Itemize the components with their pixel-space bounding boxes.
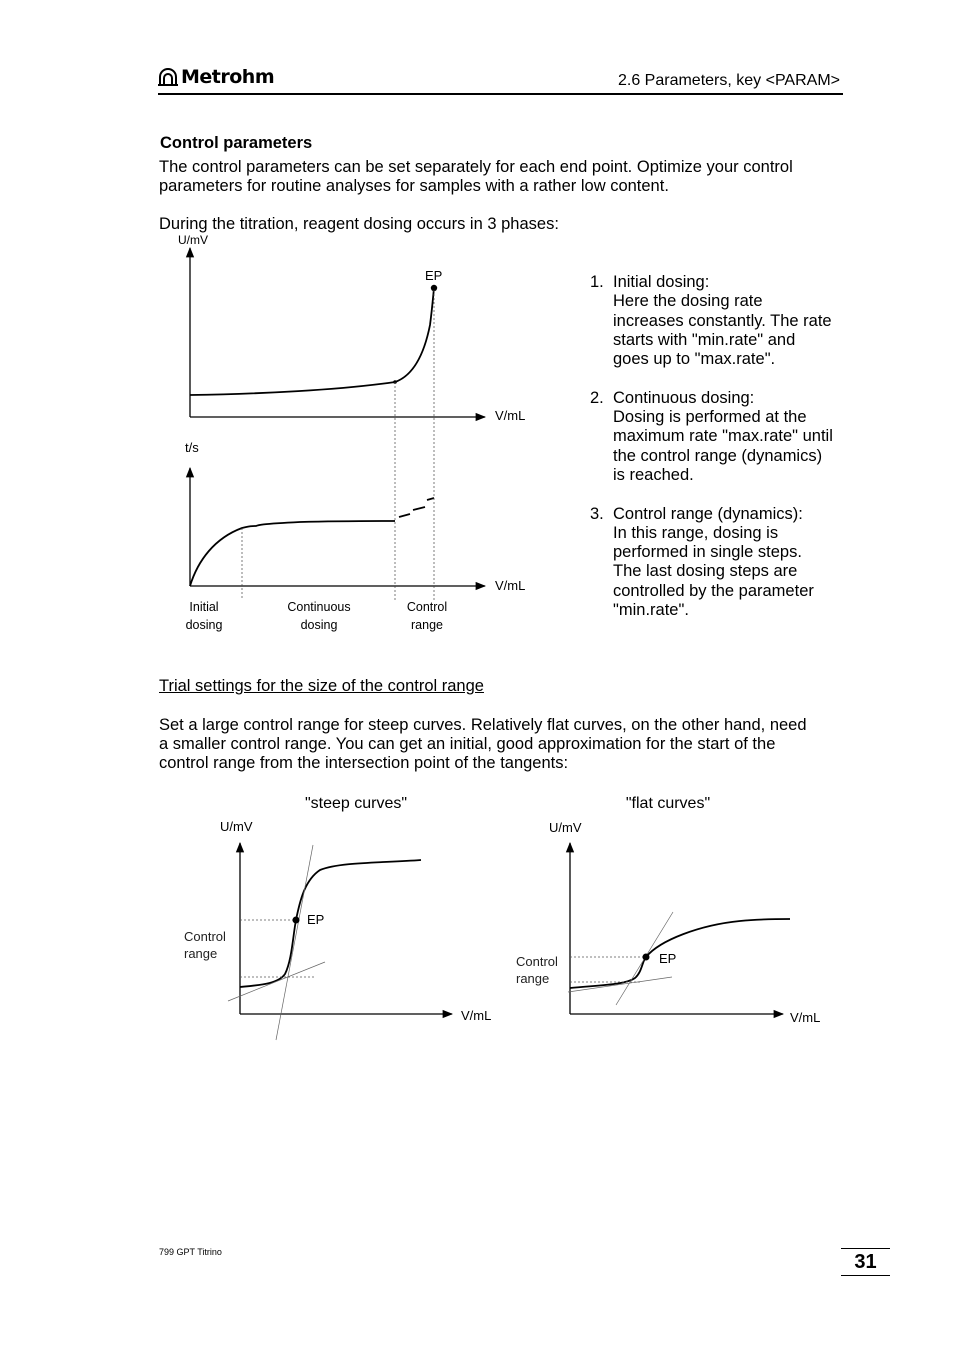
trial-heading: Trial settings for the size of the control range <box>159 677 484 695</box>
flat-range-label-1: Control <box>516 954 558 969</box>
step-line: the control range (dynamics) <box>613 446 823 465</box>
time-curve <box>190 521 395 586</box>
step-number: 2. <box>590 388 604 407</box>
page-number: 31 <box>841 1248 890 1276</box>
trial-line: a smaller control range. You can get an initial, good approximation for the start of the <box>159 735 776 753</box>
step-line: goes up to "max.rate". <box>613 350 776 369</box>
section-heading: Control parameters <box>160 134 313 152</box>
steep-axes <box>240 843 452 1014</box>
trial-line: control range from the intersection point of the tangents: <box>159 754 569 772</box>
steep-tangents <box>228 845 325 1040</box>
trial-line: Set a large control range for steep curves. Relatively flat curves, on the other hand, need <box>159 716 807 734</box>
step-line: Initial dosing: <box>613 273 710 291</box>
step-line: starts with "min.rate" and <box>613 330 796 349</box>
steep-range-guides <box>240 920 315 977</box>
ep-label: EP <box>425 268 443 283</box>
titration-curve <box>190 288 434 395</box>
list-item <box>590 505 850 621</box>
steep-ep-label: EP <box>307 912 325 927</box>
phase-label-initial-2: dosing <box>185 618 223 632</box>
flat-curve <box>570 919 790 988</box>
step-line: performed in single steps. <box>613 543 802 562</box>
step-line: Control range (dynamics): <box>613 504 803 523</box>
step-line: increases constantly. The rate <box>613 311 832 330</box>
list-item <box>590 389 850 485</box>
steep-y-axis-label: U/mV <box>220 819 253 834</box>
top-x-axis-label: V/mL <box>495 408 526 423</box>
phase-label-control-1: Control <box>406 600 448 614</box>
control-range-steps <box>399 498 434 517</box>
step-line: maximum rate "max.rate" until <box>613 427 833 446</box>
phase-label-continuous-1: Continuous <box>287 600 351 614</box>
flat-ep-label: EP <box>659 951 677 966</box>
flat-range-label-2: range <box>516 971 550 986</box>
step-line: Dosing is performed at the <box>613 408 807 427</box>
list-item <box>590 273 850 369</box>
phase-label-continuous-2: dosing <box>300 618 338 632</box>
phases-intro: During the titration, reagent dosing occurs in 3 phases: <box>159 215 559 233</box>
flat-curves-title: "flat curves" <box>625 795 711 812</box>
flat-ep-point <box>643 954 650 961</box>
step-line: In this range, dosing is <box>613 523 779 542</box>
steep-x-axis-label: V/mL <box>461 1008 492 1023</box>
steep-curve <box>240 860 421 987</box>
step-line: The last dosing steps are <box>613 562 798 581</box>
bottom-x-axis-label: V/mL <box>495 578 526 593</box>
top-y-axis-label: U/mV <box>178 233 208 247</box>
footer-doc-name: 799 GPT Titrino <box>159 1247 222 1257</box>
dosing-phases-list <box>590 273 850 640</box>
steep-range-label-1: Control <box>184 929 226 944</box>
flat-y-axis-label: U/mV <box>549 820 582 835</box>
steep-curves-title: "steep curves" <box>304 795 408 812</box>
phase-guide-lines <box>242 290 434 600</box>
step-number: 3. <box>590 504 604 523</box>
step-line: Continuous dosing: <box>613 388 755 407</box>
bottom-y-axis-label: t/s <box>185 440 199 455</box>
intro-line: parameters for routine analyses for samples with a rather low content. <box>159 177 669 195</box>
step-line: Here the dosing rate <box>613 292 763 311</box>
step-line: controlled by the parameter <box>613 581 814 600</box>
step-number: 1. <box>590 273 604 291</box>
brand-name: Metrohm <box>181 66 275 88</box>
trial-body <box>159 716 849 773</box>
flat-x-axis-label: V/mL <box>790 1010 821 1025</box>
header-section-title: 2.6 Parameters, key <PARAM> <box>617 72 840 89</box>
phase-label-control-2: range <box>411 618 443 632</box>
step-line: "min.rate". <box>613 601 689 620</box>
bottom-axes <box>190 468 485 586</box>
intro-line: The control parameters can be set separately for each end point. Optimize your control <box>159 158 793 176</box>
steep-range-label-2: range <box>184 946 218 961</box>
phase-label-initial-1: Initial <box>189 600 219 614</box>
steep-ep-point <box>293 917 300 924</box>
flat-tangents <box>568 912 673 1005</box>
step-line: is reached. <box>613 465 694 484</box>
flat-axes <box>570 843 783 1014</box>
